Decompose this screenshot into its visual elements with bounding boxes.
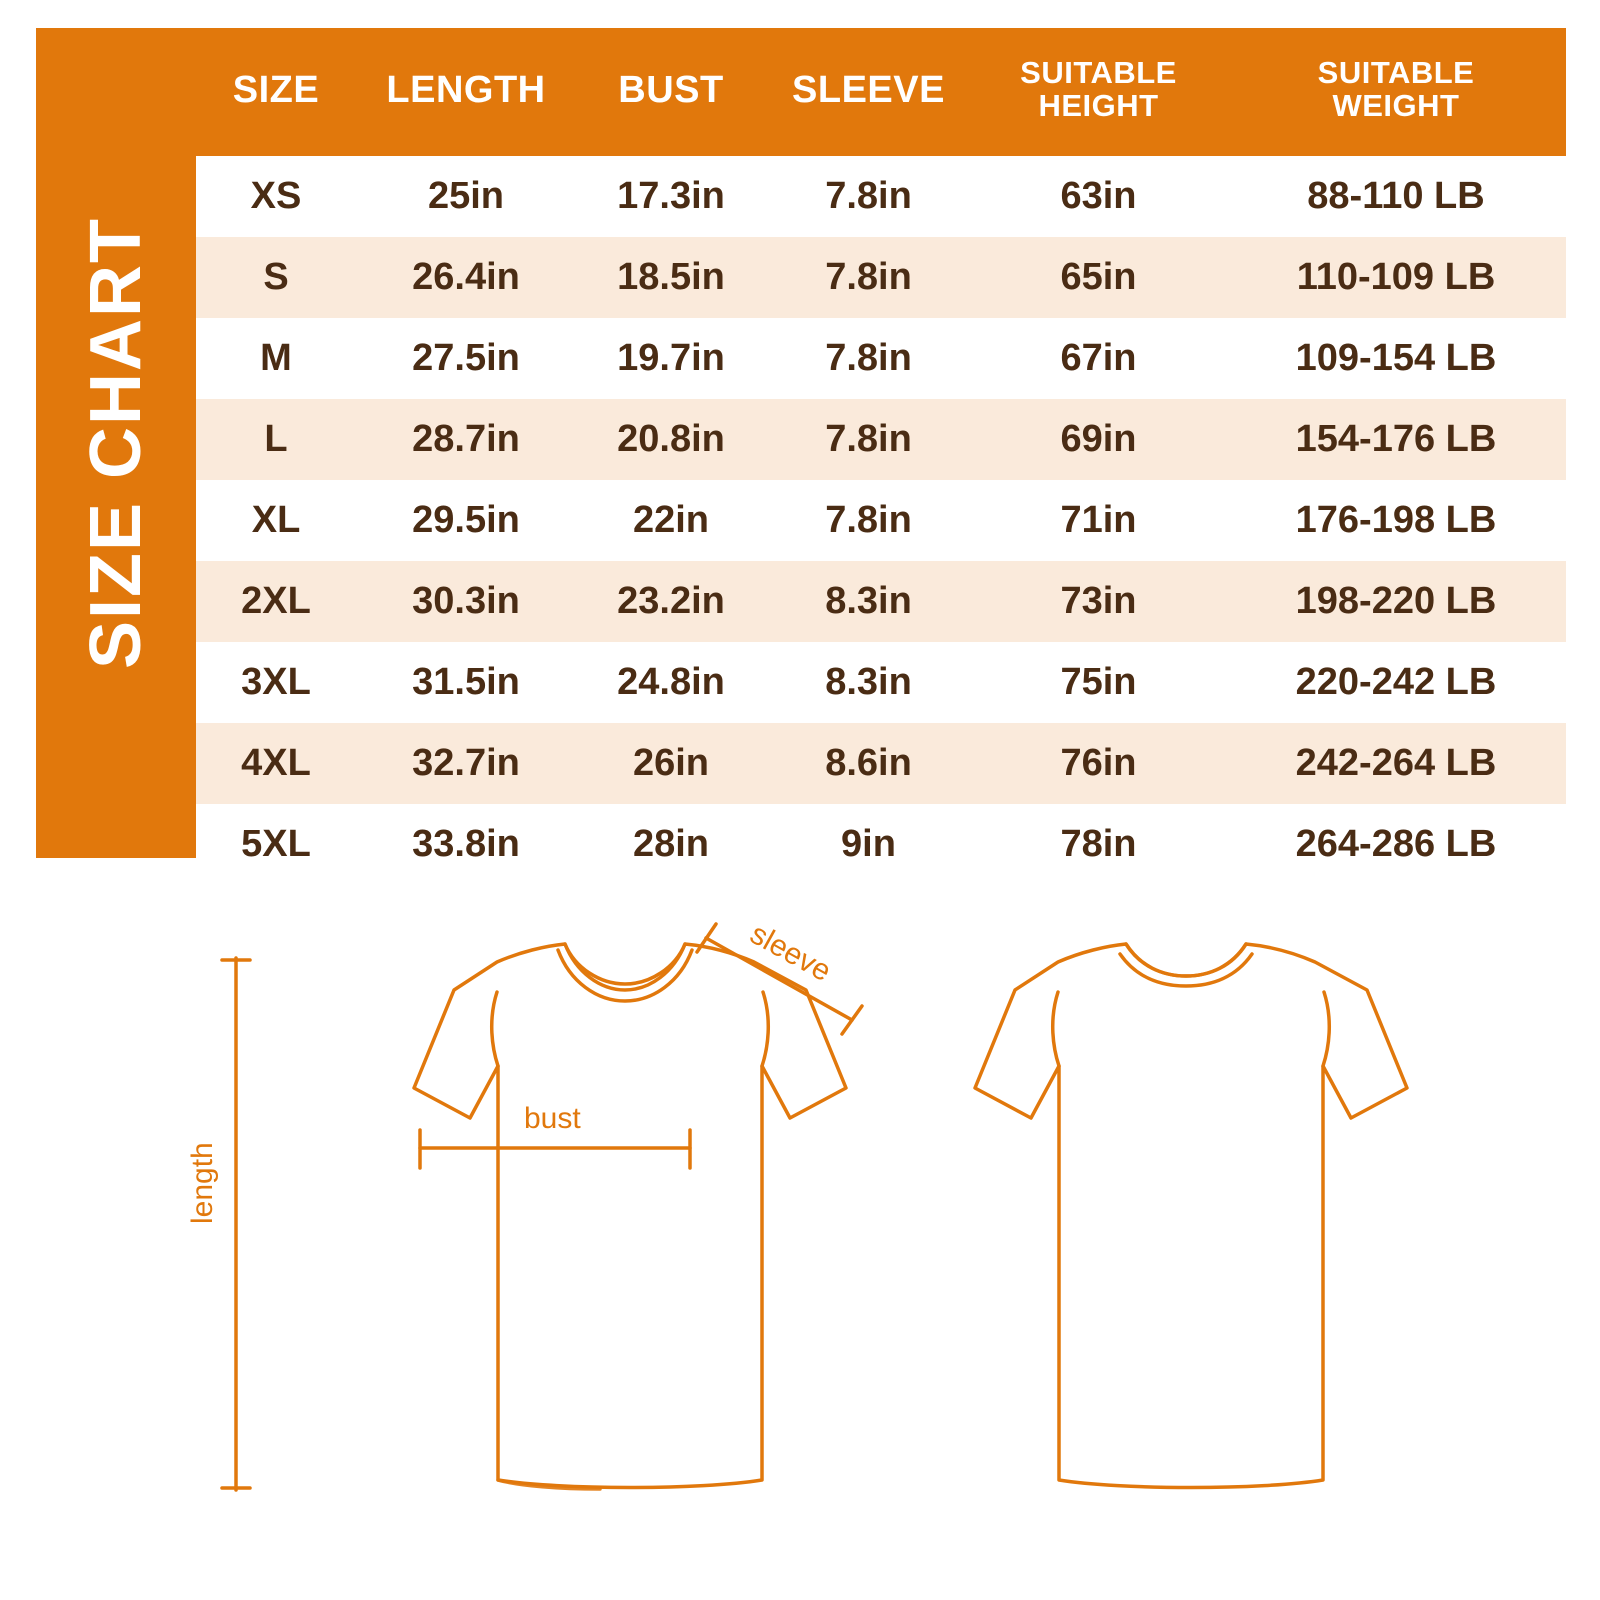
cell-sleeve: 7.8in (766, 237, 971, 318)
table-row (196, 480, 1566, 561)
cell-sleeve: 9in (766, 804, 971, 885)
cell-sleeve: 7.8in (766, 480, 971, 561)
column-header-size (196, 28, 356, 156)
column-header-suitable-height-line1: SUITABLE (1020, 55, 1177, 91)
cell-weight: 242-264 LB (1226, 723, 1566, 804)
cell-length: 32.7in (356, 723, 576, 804)
cell-size: 2XL (196, 561, 356, 642)
column-header-suitable-weight-line2: WEIGHT (1332, 88, 1460, 123)
cell-length: 25in (356, 156, 576, 237)
cell-size: 4XL (196, 723, 356, 804)
column-header-suitable-weight (1226, 28, 1566, 156)
cell-length: 27.5in (356, 318, 576, 399)
length-dimension-line (222, 958, 250, 1490)
size-table (196, 28, 1566, 885)
t-shirt-front-illustration (414, 944, 846, 1489)
table-row (196, 723, 1566, 804)
size-table-head (196, 28, 1566, 156)
cell-weight: 88-110 LB (1226, 156, 1566, 237)
cell-length: 26.4in (356, 237, 576, 318)
bust-dimension-line (420, 1130, 690, 1168)
cell-length: 28.7in (356, 399, 576, 480)
cell-bust: 17.3in (576, 156, 766, 237)
column-header-sleeve (766, 28, 971, 156)
cell-weight: 198-220 LB (1226, 561, 1566, 642)
cell-height: 65in (971, 237, 1226, 318)
column-header-length-line1: LENGTH (386, 68, 546, 111)
cell-weight: 110-109 LB (1226, 237, 1566, 318)
cell-height: 73in (971, 561, 1226, 642)
cell-height: 76in (971, 723, 1226, 804)
length-label: length (186, 1142, 219, 1224)
size-table-wrapper (196, 28, 1566, 865)
size-chart-side-label (36, 28, 196, 858)
cell-bust: 20.8in (576, 399, 766, 480)
bust-label: bust (524, 1102, 581, 1135)
measurement-diagram (0, 880, 1600, 1580)
column-header-length (356, 28, 576, 156)
column-header-bust-line1: BUST (618, 68, 724, 111)
column-header-suitable-height-line2: HEIGHT (1038, 88, 1159, 123)
cell-sleeve: 7.8in (766, 399, 971, 480)
column-header-suitable-weight-line1: SUITABLE (1317, 55, 1475, 91)
cell-size: XL (196, 480, 356, 561)
cell-bust: 26in (576, 723, 766, 804)
cell-weight: 154-176 LB (1226, 399, 1566, 480)
cell-length: 30.3in (356, 561, 576, 642)
cell-weight: 264-286 LB (1226, 804, 1566, 885)
table-row (196, 156, 1566, 237)
cell-weight: 220-242 LB (1226, 642, 1566, 723)
cell-height: 71in (971, 480, 1226, 561)
cell-size: 3XL (196, 642, 356, 723)
cell-height: 69in (971, 399, 1226, 480)
cell-size: S (196, 237, 356, 318)
cell-weight: 176-198 LB (1226, 480, 1566, 561)
cell-sleeve: 8.3in (766, 642, 971, 723)
column-header-bust (576, 28, 766, 156)
cell-sleeve: 7.8in (766, 156, 971, 237)
table-row (196, 318, 1566, 399)
cell-length: 29.5in (356, 480, 576, 561)
cell-bust: 24.8in (576, 642, 766, 723)
cell-bust: 18.5in (576, 237, 766, 318)
table-row (196, 804, 1566, 885)
column-header-size-line1: SIZE (232, 68, 320, 111)
cell-length: 33.8in (356, 804, 576, 885)
cell-size: XS (196, 156, 356, 237)
cell-bust: 28in (576, 804, 766, 885)
cell-size: 5XL (196, 804, 356, 885)
cell-weight: 109-154 LB (1226, 318, 1566, 399)
cell-height: 78in (971, 804, 1226, 885)
cell-bust: 23.2in (576, 561, 766, 642)
cell-bust: 19.7in (576, 318, 766, 399)
cell-size: M (196, 318, 356, 399)
table-row (196, 237, 1566, 318)
cell-length: 31.5in (356, 642, 576, 723)
size-table-body (196, 156, 1566, 885)
cell-sleeve: 7.8in (766, 318, 971, 399)
table-row (196, 399, 1566, 480)
table-row (196, 642, 1566, 723)
cell-height: 67in (971, 318, 1226, 399)
cell-height: 75in (971, 642, 1226, 723)
table-row (196, 561, 1566, 642)
column-header-suitable-height (971, 28, 1226, 156)
measurement-illustration-panel (0, 880, 1600, 1580)
t-shirt-back-illustration (975, 944, 1407, 1488)
cell-sleeve: 8.6in (766, 723, 971, 804)
cell-size: L (196, 399, 356, 480)
size-table-header-row (196, 28, 1566, 156)
cell-sleeve: 8.3in (766, 561, 971, 642)
column-header-sleeve-line1: SLEEVE (792, 68, 945, 111)
size-chart-title: SIZE CHART (76, 217, 156, 669)
cell-height: 63in (971, 156, 1226, 237)
sleeve-label: sleeve (744, 917, 837, 989)
size-chart-panel (36, 28, 1564, 865)
cell-bust: 22in (576, 480, 766, 561)
